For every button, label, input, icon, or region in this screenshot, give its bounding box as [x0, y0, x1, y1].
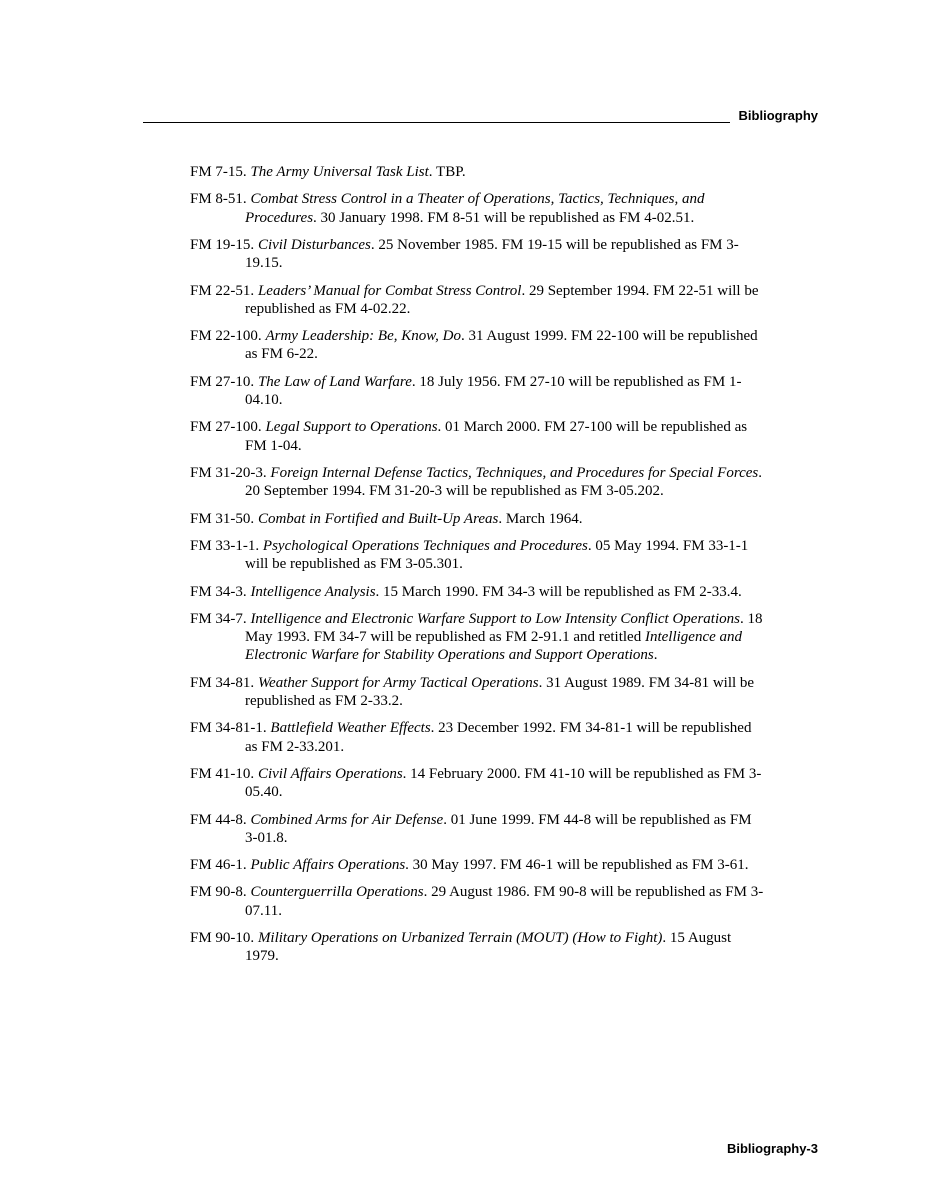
- bibliography-entry: [190, 510, 765, 528]
- bibliography-entry: [190, 236, 765, 272]
- ref-id: FM 90-10.: [190, 930, 255, 947]
- ref-details: . 01 March 2000. FM 27-100 will be republished as FM 1-04.: [245, 419, 748, 454]
- bibliography-entry: [190, 811, 765, 847]
- ref-details: . 29 August 1986. FM 90-8 will be republished as FM 3-07.11.: [245, 884, 764, 919]
- ref-title: Military Operations on Urbanized Terrain (MOUT) (How to Fight): [257, 930, 663, 947]
- ref-id: FM 31-20-3.: [190, 464, 267, 481]
- bibliography-entry: [190, 583, 765, 601]
- ref-title: Public Affairs Operations: [250, 857, 406, 874]
- ref-title: Intelligence Analysis: [250, 583, 376, 600]
- ref-id: FM 22-100.: [190, 328, 262, 345]
- ref-details: . 31 August 1999. FM 22-100 will be republished as FM 6-22.: [245, 328, 758, 363]
- ref-details: . 25 November 1985. FM 19-15 will be republished as FM 3-19.15.: [245, 236, 739, 272]
- ref-title: Weather Support for Army Tactical Operations: [257, 674, 539, 691]
- ref-title: Counterguerrilla Operations: [250, 884, 424, 901]
- ref-title: Leaders’ Manual for Combat Stress Control: [257, 282, 522, 299]
- bibliography-entry: [190, 929, 765, 965]
- ref-id: FM 41-10.: [190, 765, 255, 782]
- ref-id: FM 46-1.: [190, 857, 247, 874]
- ref-title: Psychological Operations Techniques and Procedures: [262, 537, 588, 554]
- ref-details: . 14 February 2000. FM 41-10 will be republished as FM 3-05.40.: [245, 765, 762, 801]
- ref-details: . 18 July 1956. FM 27-10 will be republished as FM 1-04.10.: [245, 373, 742, 408]
- ref-title: Combat in Fortified and Built-Up Areas: [257, 510, 499, 527]
- bibliography-entry: [190, 674, 765, 710]
- ref-title: Intelligence and Electronic Warfare Support to Low Intensity Conflict Operations: [250, 610, 740, 627]
- ref-retitle: Intelligence and Electronic Warfare for Stability Operations and Support Operations: [245, 629, 743, 664]
- bibliography-entry: [190, 537, 765, 573]
- ref-details: . 30 January 1998. FM 8-51 will be republished as FM 4-02.51.: [313, 209, 695, 226]
- ref-details: . 15 August 1979.: [245, 930, 732, 965]
- ref-details: . 05 May 1994. FM 33-1-1 will be republished as FM 3-05.301.: [245, 537, 749, 573]
- ref-title: Legal Support to Operations: [265, 419, 438, 436]
- ref-title: Army Leadership: Be, Know, Do: [265, 328, 461, 345]
- ref-id: FM 22-51.: [190, 282, 255, 299]
- ref-title: Battlefield Weather Effects: [270, 720, 431, 737]
- bibliography-entry: [190, 418, 765, 454]
- ref-id: FM 34-3.: [190, 583, 247, 600]
- page-number: Bibliography-3: [726, 1141, 818, 1156]
- bibliography-entry: [190, 464, 765, 500]
- ref-details: . 18 May 1993. FM 34-7 will be republished as FM 2-91.1 and retitled: [245, 610, 763, 646]
- ref-id: FM 27-100.: [190, 419, 262, 436]
- ref-title: Foreign Internal Defense Tactics, Techniques, and Procedures for Special Forces: [270, 464, 759, 481]
- bibliography-entry: [190, 190, 765, 226]
- bibliography-entry: [190, 282, 765, 318]
- ref-details: . 20 September 1994. FM 31-20-3 will be republished as FM 3-05.202.: [245, 464, 763, 500]
- bibliography-list: [190, 163, 765, 975]
- ref-details-end: .: [653, 647, 658, 664]
- ref-title: Civil Affairs Operations: [257, 765, 403, 782]
- ref-id: FM 31-50.: [190, 510, 255, 527]
- ref-id: FM 8-51.: [190, 191, 247, 208]
- ref-title: Combat Stress Control in a Theater of Operations, Tactics, Techniques, and Procedures: [245, 191, 705, 226]
- ref-details: . 30 May 1997. FM 46-1 will be republished as FM 3-61.: [405, 857, 749, 874]
- ref-id: FM 34-81-1.: [190, 720, 267, 737]
- ref-id: FM 19-15.: [190, 236, 255, 253]
- bibliography-entry: [190, 373, 765, 409]
- ref-details: . TBP.: [428, 164, 466, 180]
- header-rule: [143, 122, 730, 123]
- bibliography-entry: [190, 883, 765, 919]
- ref-title: Combined Arms for Air Defense: [250, 811, 444, 828]
- bibliography-entry: [190, 856, 765, 874]
- bibliography-entry: [190, 765, 765, 801]
- ref-details: . 01 June 1999. FM 44-8 will be republished as FM 3-01.8.: [245, 811, 752, 846]
- ref-id: FM 33-1-1.: [190, 537, 260, 554]
- section-title: Bibliography: [738, 108, 818, 123]
- bibliography-entry: [190, 327, 765, 363]
- ref-id: FM 90-8.: [190, 884, 247, 901]
- ref-title: The Law of Land Warfare: [257, 373, 412, 390]
- ref-details: . 15 March 1990. FM 34-3 will be republished as FM 2-33.4.: [375, 583, 742, 600]
- ref-id: FM 27-10.: [190, 373, 255, 390]
- bibliography-entry: [190, 163, 765, 181]
- ref-id: FM 34-7.: [190, 610, 247, 627]
- ref-id: FM 34-81.: [190, 674, 255, 691]
- ref-details: . 31 August 1989. FM 34-81 will be republished as FM 2-33.2.: [245, 674, 755, 709]
- bibliography-entry: [190, 719, 765, 755]
- ref-title: Civil Disturbances: [257, 236, 371, 253]
- ref-title: The Army Universal Task List: [250, 164, 429, 180]
- ref-details: . 29 September 1994. FM 22-51 will be republished as FM 4-02.22.: [245, 282, 759, 317]
- bibliography-entry: [190, 610, 765, 665]
- ref-details: . March 1964.: [498, 510, 583, 527]
- ref-id: FM 44-8.: [190, 811, 247, 828]
- ref-details: . 23 December 1992. FM 34-81-1 will be republished as FM 2-33.201.: [245, 720, 752, 755]
- ref-id: FM 7-15.: [190, 164, 247, 180]
